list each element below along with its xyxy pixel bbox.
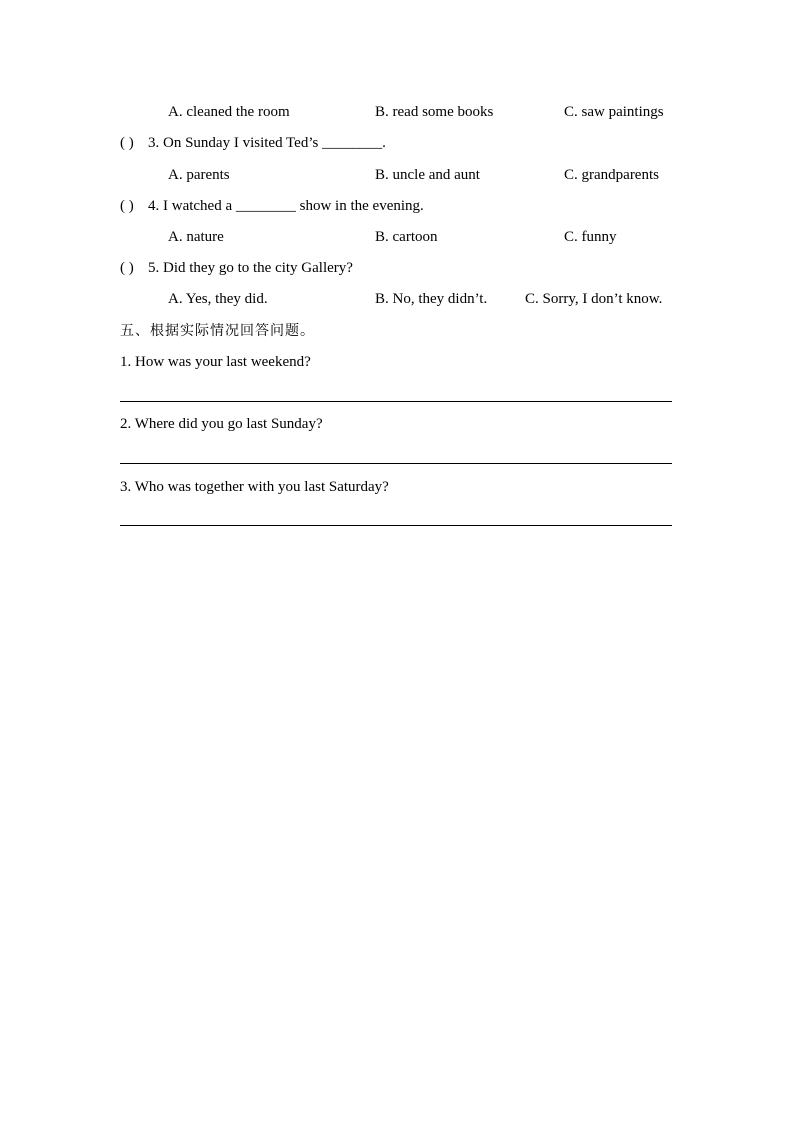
q4-option-b: B. cartoon — [375, 229, 438, 245]
q2-option-b: B. read some books — [375, 104, 494, 120]
section5-question-3: 3. Who was together with you last Saturday? — [120, 479, 389, 495]
q4-answer-bracket[interactable]: ( ) — [120, 198, 134, 214]
q3-option-c: C. grandparents — [564, 167, 659, 183]
q4-option-a: A. nature — [168, 229, 224, 245]
section5-title: 五、根据实际情况回答问题。 — [120, 323, 315, 339]
q2-option-c: C. saw paintings — [564, 104, 664, 120]
q2-option-a: A. cleaned the room — [168, 104, 290, 120]
q5-answer-bracket[interactable]: ( ) — [120, 260, 134, 276]
section5-question-2: 2. Where did you go last Sunday? — [120, 416, 323, 432]
q4-stem: 4. I watched a ________ show in the evening. — [148, 198, 424, 214]
q3-option-b: B. uncle and aunt — [375, 167, 480, 183]
q4-option-c: C. funny — [564, 229, 617, 245]
answer-line-3[interactable] — [120, 525, 672, 526]
section5-question-1: 1. How was your last weekend? — [120, 354, 311, 370]
q3-option-a: A. parents — [168, 167, 230, 183]
q3-stem: 3. On Sunday I visited Ted’s ________. — [148, 135, 386, 151]
answer-line-2[interactable] — [120, 463, 672, 464]
q5-stem: 5. Did they go to the city Gallery? — [148, 260, 353, 276]
q3-answer-bracket[interactable]: ( ) — [120, 135, 134, 151]
q5-option-b: B. No, they didn’t. — [375, 291, 488, 307]
answer-line-1[interactable] — [120, 401, 672, 402]
q5-option-c: C. Sorry, I don’t know. — [525, 291, 663, 307]
q5-option-a: A. Yes, they did. — [168, 291, 268, 307]
